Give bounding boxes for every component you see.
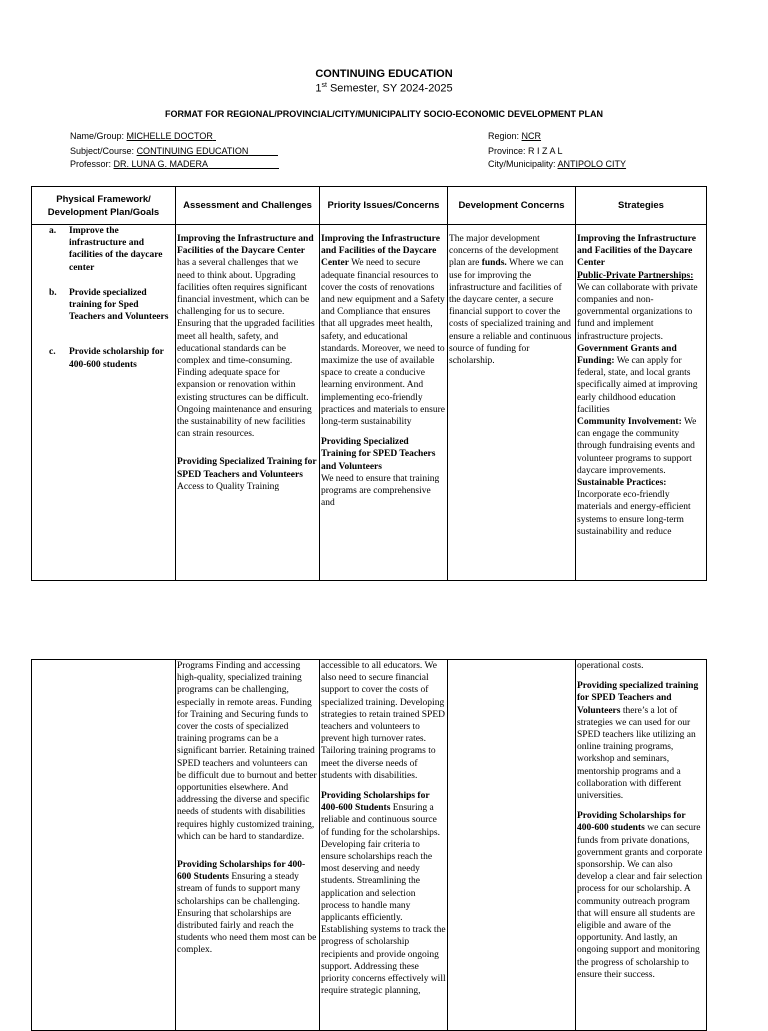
assessment-body-3: Ensuring a steady stream of funds to support many scholarships can be challenging. Ensuring that scholarships are distributed fairly and reach the students who need them most can be complex. [177, 872, 317, 956]
table-row [32, 225, 707, 581]
semester-ordinal: st [321, 82, 327, 89]
strategies-grants-heading: Government Grants and Funding: [577, 343, 677, 367]
semester-text: Semester, SY 2024-2025 [326, 82, 453, 95]
subject-value: CONTINUING EDUCATION [136, 146, 249, 156]
priority-body-2: We need to ensure that training programs are comprehensive and [321, 473, 440, 509]
plan-table-page-2 [31, 659, 707, 1031]
document-title: CONTINUING EDUCATION [315, 68, 453, 80]
assessment-heading-1: Improving the Infrastructure and Facilities of the Daycare Center [177, 234, 314, 257]
header-assessment: Assessment and Challenges [176, 187, 320, 225]
city-row [488, 159, 626, 169]
semester-line [0, 82, 768, 95]
assessment-heading-2: Providing Specialized Training for SPED Teachers and Volunteers [177, 457, 317, 480]
strategies-ppp-body: We can collaborate with private companies and non-governmental organizations to fund and implement infrastructure projects. [577, 282, 698, 342]
name-label: Name/Group: [70, 131, 125, 141]
strategies-community-body: We can engage the community through fundraising events and volunteer programs to support daycare improvements. [577, 417, 697, 476]
table-header-row [32, 187, 707, 225]
strategies-community-heading: Community Involvement: [577, 417, 682, 428]
strategies-heading-1: Improving the Infrastructure and Facilities of the Daycare Center [577, 234, 696, 269]
strategies-body-3: we can secure funds from private donations, government grants and corporate sponsorship. We can also develop a clear and fair selection process for our scholarship. A community outreach program that will ensure all students are eligible and aware of the opportunity. And lastly, an ongoing support and monitoring the progress of scholarship to ensure their success. [577, 823, 703, 980]
professor-label: Professor: [70, 159, 112, 169]
header-priority-issues: Priority Issues/Concerns [320, 187, 448, 225]
priority-cell-continued [320, 660, 448, 1031]
priority-heading-1: Improving the Infrastructure and Facilities of the Daycare Center [321, 234, 440, 269]
development-funds: funds. [481, 258, 507, 269]
assessment-heading-3: Providing Scholarships for 400-600 Students [177, 860, 306, 883]
plan-table-page-1 [31, 186, 707, 581]
strategies-sustainable-body: Incorporate eco-friendly materials and energy-efficient systems to ensure long-term sustainability and reduce [577, 490, 691, 537]
development-cell [448, 225, 576, 581]
goal-item-b: b. Provide specialized training for Sped Teachers and Volunteers [49, 287, 169, 323]
priority-heading-3: Providing Scholarships for 400-600 Students [321, 791, 430, 814]
strategies-cell [576, 225, 707, 581]
city-label: City/Municipality: [488, 159, 556, 169]
assessment-body-2: Access to Quality Training [177, 481, 280, 492]
goal-item-c: c. Provide scholarship for 400-600 students [49, 347, 164, 370]
semester-number: 1 [315, 82, 322, 95]
strategies-cell-continued [576, 660, 707, 1031]
assessment-continued-text: Programs Finding and accessing high-quality, specialized training programs can be challenging, especially in remote areas. Funding for Training and Securing funds to cover the costs of specialized training programs can be a significant barrier. Retaining trained SPED teachers and volunteers can be difficult due to burnout and better opportunities elsewhere. And addressing the diverse and specific needs of students with disabilities requires highly customized training, which can be hard to standardize. [177, 661, 317, 842]
goal-item-a: a. Improve the infrastructure and facilities of the daycare center [49, 226, 163, 273]
subject-row [70, 146, 278, 156]
region-value: NCR [521, 131, 542, 141]
development-text-after: Where we can use for improving the infrastructure and facilities of the daycare center, a secure financial support to cover the costs of specialized training and ensure a reliable and continuous source of funding for scholarship. [449, 258, 572, 367]
assessment-cell [176, 225, 320, 581]
province-label: Province: [488, 146, 526, 156]
priority-continued-text: accessible to all educators. We also need to secure financial support to cover the costs of specialized training. Developing strategies to retain trained SPED teachers and volunteers to prevent high turnover rates. Tailoring training programs to meet the diverse needs of students with disabilities. [321, 661, 445, 781]
region-label: Region: [488, 131, 520, 141]
priority-body-3: Ensuring a reliable and continuous source of funding for the scholarships. Developing fair criteria to ensure scholarships reach the most deserving and needy students. Streamlining the application and selection process to handle many applicants efficiently. Establishing systems to track the progress of scholarship recipients and provide ongoing support. Addressing these priority concerns effectively will require strategic planning, [321, 803, 446, 997]
city-value: ANTIPOLO CITY [557, 159, 627, 169]
strategies-continued-text: operational costs. [577, 661, 644, 671]
strategies-heading-2: Providing specialized training for SPED Teachers and Volunteers [577, 681, 699, 716]
priority-body-1: We need to secure adequate financial resources to cover the costs of renovations and new equipment and a Safety and Compliance that ensures that all upgrades meet health, safety, and educational standards. Moreover, we need to maximize the use of available space to create a conducive learning environment. And implementing eco-friendly practices and materials to ensure long-term sustainability [321, 258, 445, 428]
assessment-cell-continued [176, 660, 320, 1031]
assessment-body-1: has a several challenges that we need to think about. Upgrading facilities often requires significant financial investment, which can be challenging for us to secure. Ensuring that the upgraded facilities meet all health, safety, and educational standards can be complex and time-consuming. Finding adequate space for expansion or renovation within existing structures can be difficult. Ongoing maintenance and ensuring the sustainability of new facilities can strain resources. [177, 258, 315, 440]
professor-row [70, 159, 279, 169]
header-physical-framework: Physical Framework/ Development Plan/Goals [32, 187, 176, 225]
strategies-body-2: there’s a lot of strategies we can used for our SPED teachers like utilizing an online training programs, workshop and seminars, mentorship programs and a collaboration with different universities. [577, 705, 696, 802]
goals-cell-continued [32, 660, 176, 1031]
province-row [488, 146, 563, 156]
strategies-grants-body: We can apply for federal, state, and local grants specifically aimed at improving early childhood education facilities [577, 356, 698, 415]
strategies-ppp-heading: Public-Private Partnerships: [577, 270, 694, 281]
development-cell-continued [448, 660, 576, 1031]
strategies-sustainable-heading: Sustainable Practices: [577, 478, 667, 489]
region-row [488, 131, 541, 141]
name-value: MICHELLE DOCTOR [126, 131, 213, 141]
header-strategies: Strategies [576, 187, 707, 225]
priority-cell [320, 225, 448, 581]
development-text-before: The major development concerns of the development plan are [449, 234, 559, 269]
province-value: R I Z A L [528, 146, 563, 156]
subject-label: Subject/Course: [70, 146, 135, 156]
strategies-heading-3: Providing Scholarships for 400-600 students [577, 811, 686, 834]
header-development-concerns: Development Concerns [448, 187, 576, 225]
professor-value: DR. LUNA G. MADERA [113, 159, 209, 169]
name-row [70, 131, 216, 141]
priority-heading-2: Providing Specialized Training for SPED Teachers and Volunteers [321, 437, 436, 472]
format-title: FORMAT FOR REGIONAL/PROVINCIAL/CITY/MUNICIPALITY SOCIO-ECONOMIC DEVELOPMENT PLAN [164, 109, 603, 119]
table-row [32, 660, 707, 1031]
goals-cell [32, 225, 176, 581]
